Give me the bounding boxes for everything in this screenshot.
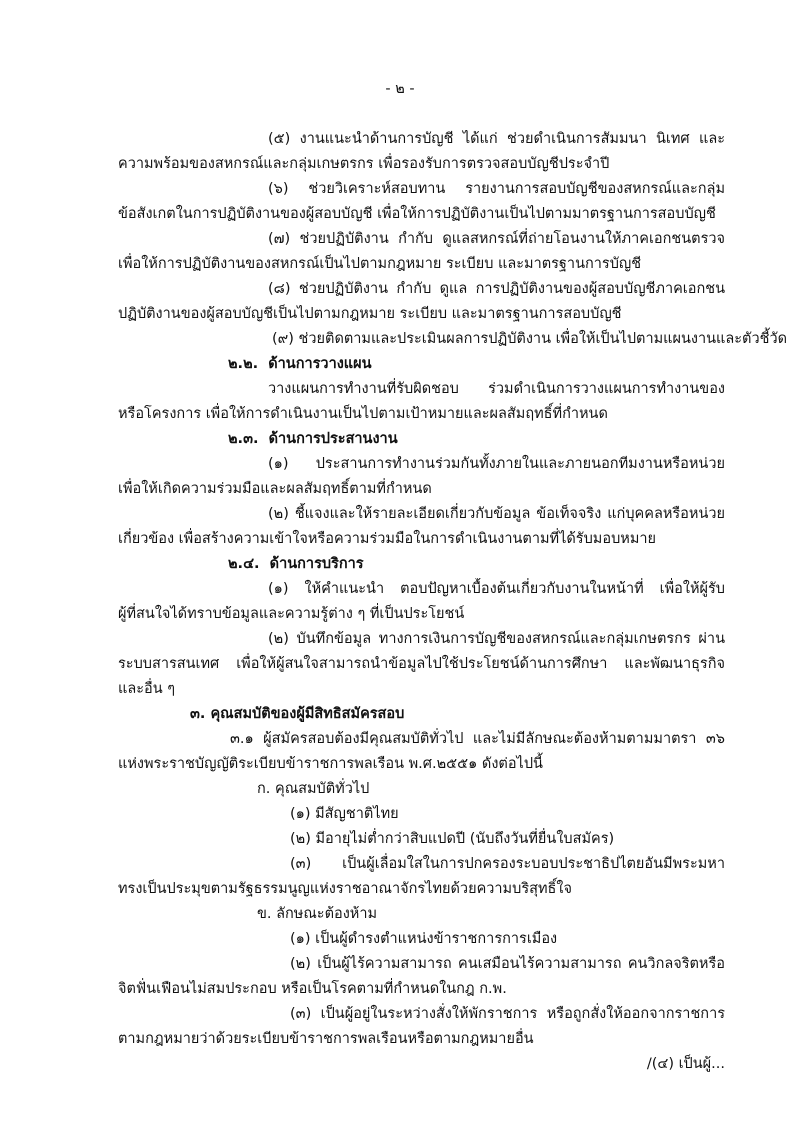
section-2-4-number: ๒.๔. bbox=[228, 556, 260, 572]
section-2-3-number: ๒.๓. bbox=[228, 431, 259, 447]
section-2-4-item-1-line-2: ผู้ที่สนใจได้ทราบข้อมูลและความรู้ต่าง ๆ ที่เป็นประโยชน์ bbox=[118, 606, 465, 622]
section-2-3-heading bbox=[228, 428, 398, 450]
item-5-line-1: (๕) งานแนะนำด้านการบัญชี ได้แก่ ช่วยดำเนินการสัมมนา นิเทศ และ bbox=[268, 131, 725, 147]
section-2-2-number: ๒.๒. bbox=[228, 356, 259, 372]
prohibited-3-line-2: ตามกฎหมายว่าด้วยระเบียบข้าราชการพลเรือนหรือตามกฎหมายอื่น bbox=[118, 1031, 534, 1047]
section-2-4-item-2-line-1: (๒) บันทึกข้อมูล ทางการเงินการบัญชีของสหกรณ์และกลุ่มเกษตรกร ผ่าน bbox=[268, 631, 725, 647]
section-2-4-item-2-line-2: ระบบสารสนเทศ เพื่อให้ผู้สนใจสามารถนำข้อมูลไปใช้ประโยชน์ด้านการศึกษา และพัฒนาธุรกิจ bbox=[118, 656, 725, 672]
item-9-line-1: (๙) ช่วยติดตามและประเมินผลการปฏิบัติงาน เพื่อให้เป็นไปตามแผนงานและตัวชี้วัด bbox=[272, 331, 788, 347]
item-7-line-2: เพื่อให้การปฏิบัติงานของสหกรณ์เป็นไปตามกฎหมาย ระเบียบ และมาตรฐานการบัญชี bbox=[118, 256, 642, 272]
section-2-2-heading bbox=[228, 353, 372, 375]
section-2-2-line-1: วางแผนการทำงานที่รับผิดชอบ ร่วมดำเนินการวางแผนการทำงานของ bbox=[268, 381, 725, 397]
section-3-1-line-1: ๓.๑ ผู้สมัครสอบต้องมีคุณสมบัติทั่วไป และไม่มีลักษณะต้องห้ามตามมาตรา ๓๖ bbox=[230, 731, 725, 747]
item-8-line-1: (๘) ช่วยปฏิบัติงาน กำกับ ดูแล การปฏิบัติงานของผู้สอบบัญชีภาคเอกชน bbox=[268, 281, 725, 297]
item-8-line-2: ปฏิบัติงานของผู้สอบบัญชีเป็นไปตามกฎหมาย ระเบียบ และมาตรฐานการสอบบัญชี bbox=[118, 306, 622, 322]
page-number: - ๒ - bbox=[385, 81, 415, 97]
section-2-4-heading bbox=[228, 553, 364, 575]
item-6-line-1: (๖) ช่วยวิเคราะห์สอบทาน รายงานการสอบบัญชีของสหกรณ์และกลุ่ม bbox=[268, 181, 725, 197]
section-2-3-item-2-line-2: เกี่ยวข้อง เพื่อสร้างความเข้าใจหรือความร่วมมือในการดำเนินงานตามที่ได้รับมอบหมาย bbox=[118, 531, 657, 547]
section-2-2-title: ด้านการวางแผน bbox=[268, 356, 372, 372]
section-2-4-item-2-line-3: และอื่น ๆ bbox=[118, 681, 176, 697]
section-2-3-item-2-line-1: (๒) ชี้แจงและให้รายละเอียดเกี่ยวกับข้อมูล ข้อเท็จจริง แก่บุคคลหรือหน่วย bbox=[268, 506, 725, 522]
qualification-2: (๒) มีอายุไม่ต่ำกว่าสิบแปดปี (นับถึงวันที่ยื่นใบสมัคร) bbox=[290, 831, 615, 847]
prohibited-2-line-1: (๒) เป็นผู้ไร้ความสามารถ คนเสมือนไร้ความสามารถ คนวิกลจริตหรือ bbox=[290, 956, 725, 972]
section-2-3-item-1-line-2: เพื่อให้เกิดความร่วมมือและผลสัมฤทธิ์ตามที่กำหนด bbox=[118, 481, 432, 497]
qualifications-general-label: ก. คุณสมบัติทั่วไป bbox=[257, 781, 370, 797]
section-3-1-line-2: แห่งพระราชบัญญัติระเบียบข้าราชการพลเรือน พ.ศ.๒๕๕๑ ดังต่อไปนี้ bbox=[118, 756, 543, 772]
continuation-marker: /(๔) เป็นผู้... bbox=[646, 1056, 725, 1072]
prohibited-1: (๑) เป็นผู้ดำรงตำแหน่งข้าราชการการเมือง bbox=[290, 931, 558, 947]
qualification-1: (๑) มีสัญชาติไทย bbox=[290, 806, 399, 822]
qualification-3-line-2: ทรงเป็นประมุขตามรัฐธรรมนูญแห่งราชอาณาจักรไทยด้วยความบริสุทธิ์ใจ bbox=[118, 881, 572, 897]
prohibited-3-line-1: (๓) เป็นผู้อยู่ในระหว่างสั่งให้พักราชการ หรือถูกสั่งให้ออกจากราชการ bbox=[290, 1006, 725, 1022]
section-2-3-title: ด้านการประสานงาน bbox=[268, 431, 398, 447]
item-7-line-1: (๗) ช่วยปฏิบัติงาน กำกับ ดูแลสหกรณ์ที่ถ่ายโอนงานให้ภาคเอกชนตรวจ bbox=[268, 231, 725, 247]
qualification-3-line-1: (๓) เป็นผู้เลื่อมใสในการปกครองระบอบประชาธิปไตยอันมีพระมหา bbox=[290, 856, 725, 872]
section-3-heading: ๓. คุณสมบัติของผู้มีสิทธิสมัครสอบ bbox=[190, 706, 405, 722]
section-2-3-item-1-line-1: (๑) ประสานการทำงานร่วมกันทั้งภายในและภายนอกทีมงานหรือหน่วย bbox=[268, 456, 725, 472]
prohibited-traits-label: ข. ลักษณะต้องห้าม bbox=[257, 906, 378, 922]
section-2-2-line-2: หรือโครงการ เพื่อให้การดำเนินงานเป็นไปตามเป้าหมายและผลสัมฤทธิ์ที่กำหนด bbox=[118, 406, 608, 422]
section-2-4-title: ด้านการบริการ bbox=[269, 556, 364, 572]
prohibited-2-line-2: จิตฟั่นเฟือนไม่สมประกอบ หรือเป็นโรคตามที่กำหนดในกฎ ก.พ. bbox=[118, 981, 507, 997]
section-2-4-item-1-line-1: (๑) ให้คำแนะนำ ตอบปัญหาเบื้องต้นเกี่ยวกับงานในหน้าที่ เพื่อให้ผู้รับ bbox=[268, 581, 725, 597]
item-5-line-2: ความพร้อมของสหกรณ์และกลุ่มเกษตรกร เพื่อรองรับการตรวจสอบบัญชีประจำปี bbox=[118, 156, 610, 172]
item-6-line-2: ข้อสังเกตในการปฏิบัติงานของผู้สอบบัญชี เพื่อให้การปฏิบัติงานเป็นไปตามมาตรฐานการสอบบัญชี bbox=[118, 206, 716, 222]
